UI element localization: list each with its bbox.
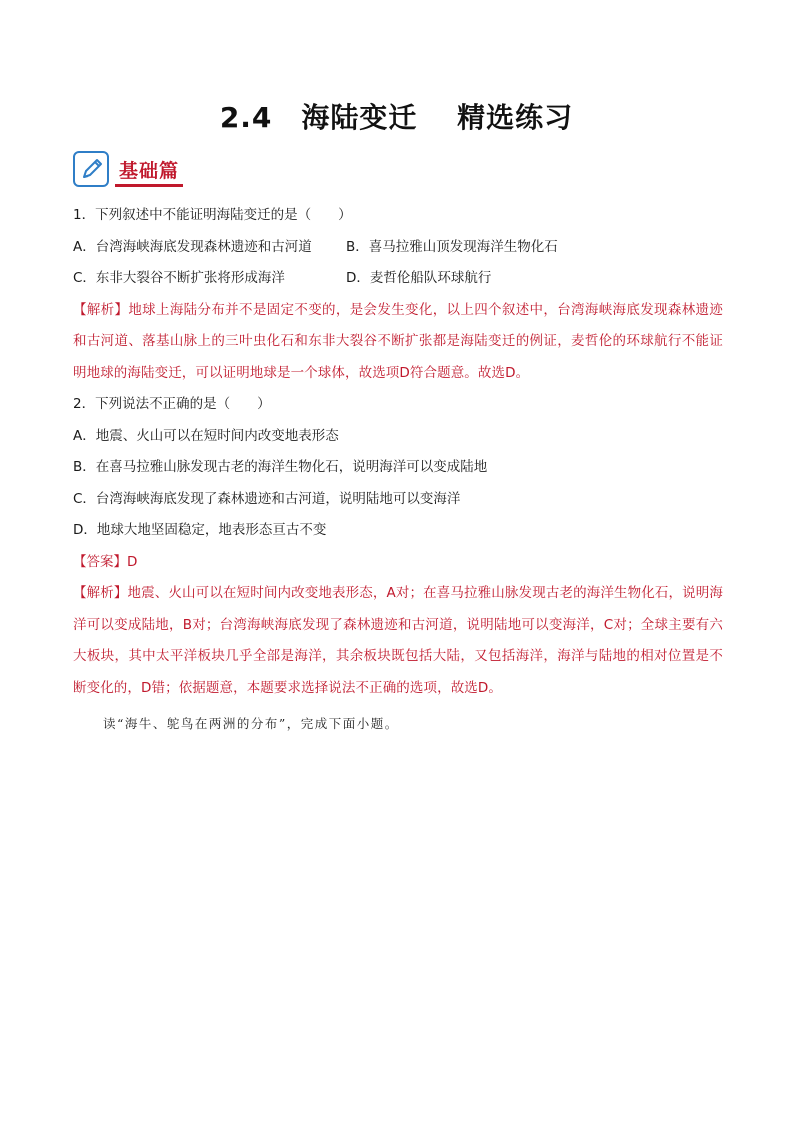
page-title: 2.4 海陆变迁 精选练习 (219, 101, 574, 134)
question-1-analysis (73, 295, 723, 390)
question-1-options-row-2 (73, 263, 723, 295)
question-1-option-c: C．东非大裂谷不断扩张将形成海洋 (73, 270, 285, 286)
question-1-option-d: D．麦哲伦船队环球航行 (346, 270, 492, 286)
question-1-option-a: A．台湾海峡海底发现森林遗迹和古河道 (73, 238, 312, 255)
question-2-option-a: A．地震、火山可以在短时间内改变地表形态 (73, 427, 339, 444)
question-2-stem: 2．下列说法不正确的是（ ） (73, 396, 271, 412)
analysis-tag: 【解析】 (73, 301, 129, 318)
reading-prompt: 读“海牛、鸵鸟在两洲的分布”，完成下面小题。 (103, 716, 399, 731)
analysis-tag: 【解析】 (73, 585, 128, 601)
edit-pencil-icon (73, 151, 109, 187)
question-1-option-b: B．喜马拉雅山顶发现海洋生物化石 (346, 238, 558, 255)
question-2-option-b: B．在喜马拉雅山脉发现古老的海洋生物化石，说明海洋可以变成陆地 (73, 459, 488, 475)
section-label-wrap (119, 156, 179, 187)
section-label: 基础篇 (119, 160, 180, 182)
section-header (73, 145, 179, 187)
question-2-option-d: D．地球大地坚固稳定，地表形态亘古不变 (73, 522, 327, 538)
question-2-analysis (73, 578, 723, 704)
analysis-text: 地震、火山可以在短时间内改变地表形态，A对；在喜马拉雅山脉发现古老的海洋生物化石，说明海洋可以变成陆地，B对；台湾海峡海底发现了森林遗迹和古河道，说明陆地可以变海洋，C对；全球主要有六大板块，其中太平洋板块几乎全部是海洋，其余板块既包括大陆，又包括海洋，海洋与陆地的相对位置是不断变化的，D错；依据题意，本题要求选择说法不正确的选项，故选D。 (73, 585, 723, 696)
section-underline (115, 184, 183, 187)
question-2-answer: 【答案】D (73, 553, 138, 570)
question-1-stem: 1．下列叙述中不能证明海陆变迁的是（ ） (73, 207, 352, 223)
exercise-content (73, 200, 723, 704)
analysis-text: 地球上海陆分布并不是固定不变的，是会发生变化，以上四个叙述中，台湾海峡海底发现森林遗迹和古河道、落基山脉上的三叶虫化石和东非大裂谷不断扩张都是海陆变迁的例证，麦哲伦的环球航行不能证明地球的海陆变迁，可以证明地球是一个球体，故选项D符合题意。故选D。 (73, 301, 723, 381)
question-2-option-c: C．台湾海峡海底发现了森林遗迹和古河道，说明陆地可以变海洋 (73, 490, 461, 507)
question-1-options-row-1 (73, 232, 723, 264)
